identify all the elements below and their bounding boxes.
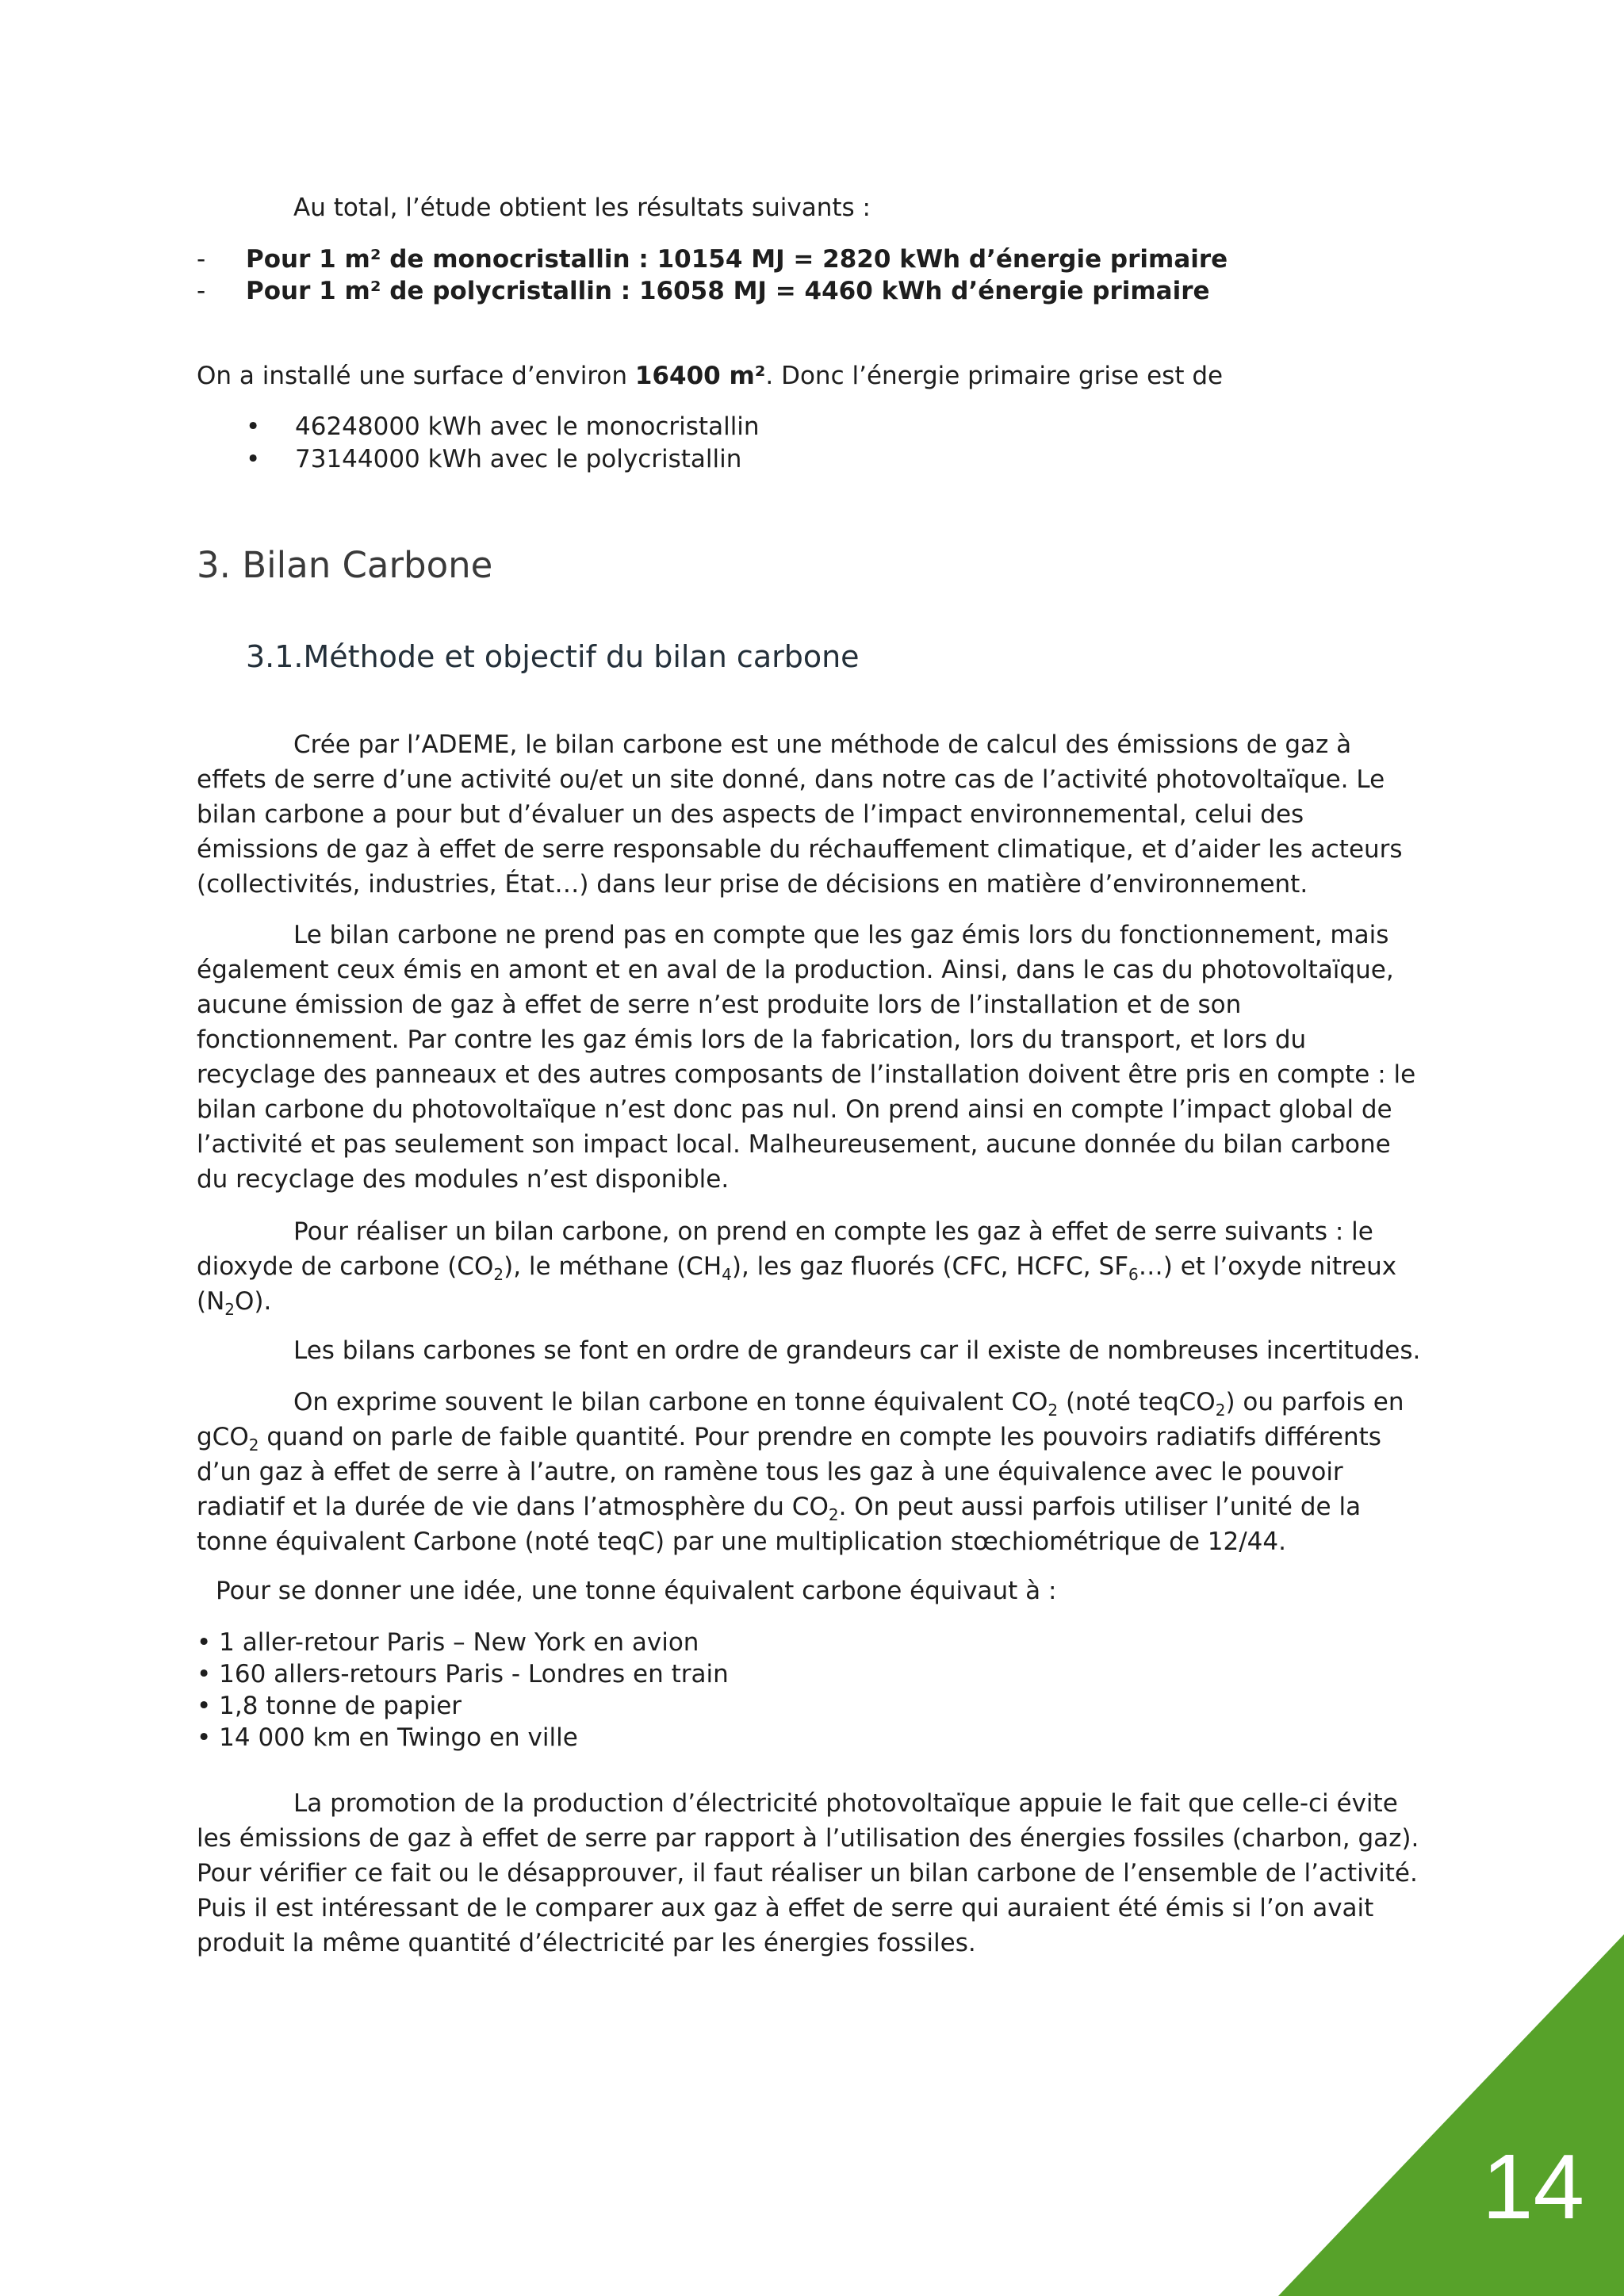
paragraph: Pour se donner une idée, une tonne équivalent carbone équivaut à :: [216, 1577, 1057, 1605]
intro-text: Au total, l’étude obtient les résultats suivants :: [293, 194, 871, 222]
paragraph: Les bilans carbones se font en ordre de grandeurs car il existe de nombreuses incertitudes.: [293, 1336, 1421, 1365]
paragraph: La promotion de la production d’électricité photovoltaïque appuie le fait que celle-ci évite les émissions de gaz à effet de serre par rapport à l’utilisation des énergies fossiles (charbon, gaz). Pour vérifier ce fait ou le désapprouver, il faut réaliser un bilan carbone de l’ensemble de l’activité. Puis il est intéressant de le comparer aux gaz à effet de serre qui auraient été émis si l’on avait produit la même quantité d’électricité par les énergies fossiles.: [197, 1789, 1419, 1957]
paragraph: Crée par l’ADEME, le bilan carbone est une méthode de calcul des émissions de gaz à effets de serre d’une activité ou/et un site donné, dans notre cas de l’activité photovoltaïque. Le bilan carbone a pour but d’évaluer un des aspects de l’impact environnemental, celui des émissions de gaz à effet de serre responsable du réchauffement climatique, et d’aider les acteurs (collectivités, industries, État…) dans leur prise de décisions en matière d’environnement.: [197, 730, 1403, 899]
paragraph: Le bilan carbone ne prend pas en compte que les gaz émis lors du fonctionnement, mais également ceux émis en amont et en aval de la production. Ainsi, dans le cas du photovoltaïque, aucune émission de gaz à effet de serre n’est produite lors de l’installation et de son fonctionnement. Par contre les gaz émis lors de la fabrication, lors du transport, et lors du recyclage des panneaux et des autres composants de l’installation doivent être pris en compte : le bilan carbone du photovoltaïque n’est donc pas nul. On prend ainsi en compte l’impact global de l’activité et pas seulement son impact local. Malheureusement, aucune donnée du bilan carbone du recyclage des modules n’est disponible.: [197, 921, 1416, 1194]
subsection-heading: 3.1.Méthode et objectif du bilan carbone: [246, 639, 860, 674]
page-number: 14: [1481, 2135, 1584, 2238]
paragraph: On exprime souvent le bilan carbone en tonne équivalent $CO_2$ (noté teqCO$_2$) ou parfois en gCO$_2$ quand on parle de faible quantité. Pour prendre en compte les pouvoirs radiatifs différents d’un gaz à effet de serre à l’autre, on ramène tous les gaz à une équivalence avec le pouvoir radiatif et la durée de vie dans l’atmosphère du $CO_2$. On peut aussi parfois utiliser l’unité de la tonne équivalent Carbone (noté teqC) par une multiplication stœchiométrique de 12/44.: [197, 1388, 1404, 1556]
equivalent-item: • 160 allers-retours Paris - Londres en train: [197, 1660, 729, 1688]
surface-text: On a installé une surface d’environ 16400 m². Donc l’énergie primaire grise est de: [197, 362, 1224, 390]
page-corner-triangle: [1278, 1934, 1624, 2296]
equivalent-item: • 1,8 tonne de papier: [197, 1692, 462, 1720]
paragraph: Pour réaliser un bilan carbone, on prend en compte les gaz à effet de serre suivants : le dioxyde de carbone $(CO_2)$, le méthane $(CH_4)$, les gaz fluorés (CFC, HCFC, $SF_6\dots$) et l’oxyde nitreux $(N_2O)$.: [197, 1217, 1397, 1320]
equivalent-item: • 1 aller-retour Paris – New York en avion: [197, 1628, 699, 1657]
equivalent-item: • 14 000 km en Twingo en ville: [197, 1723, 578, 1752]
section-heading: 3. Bilan Carbone: [197, 544, 493, 586]
